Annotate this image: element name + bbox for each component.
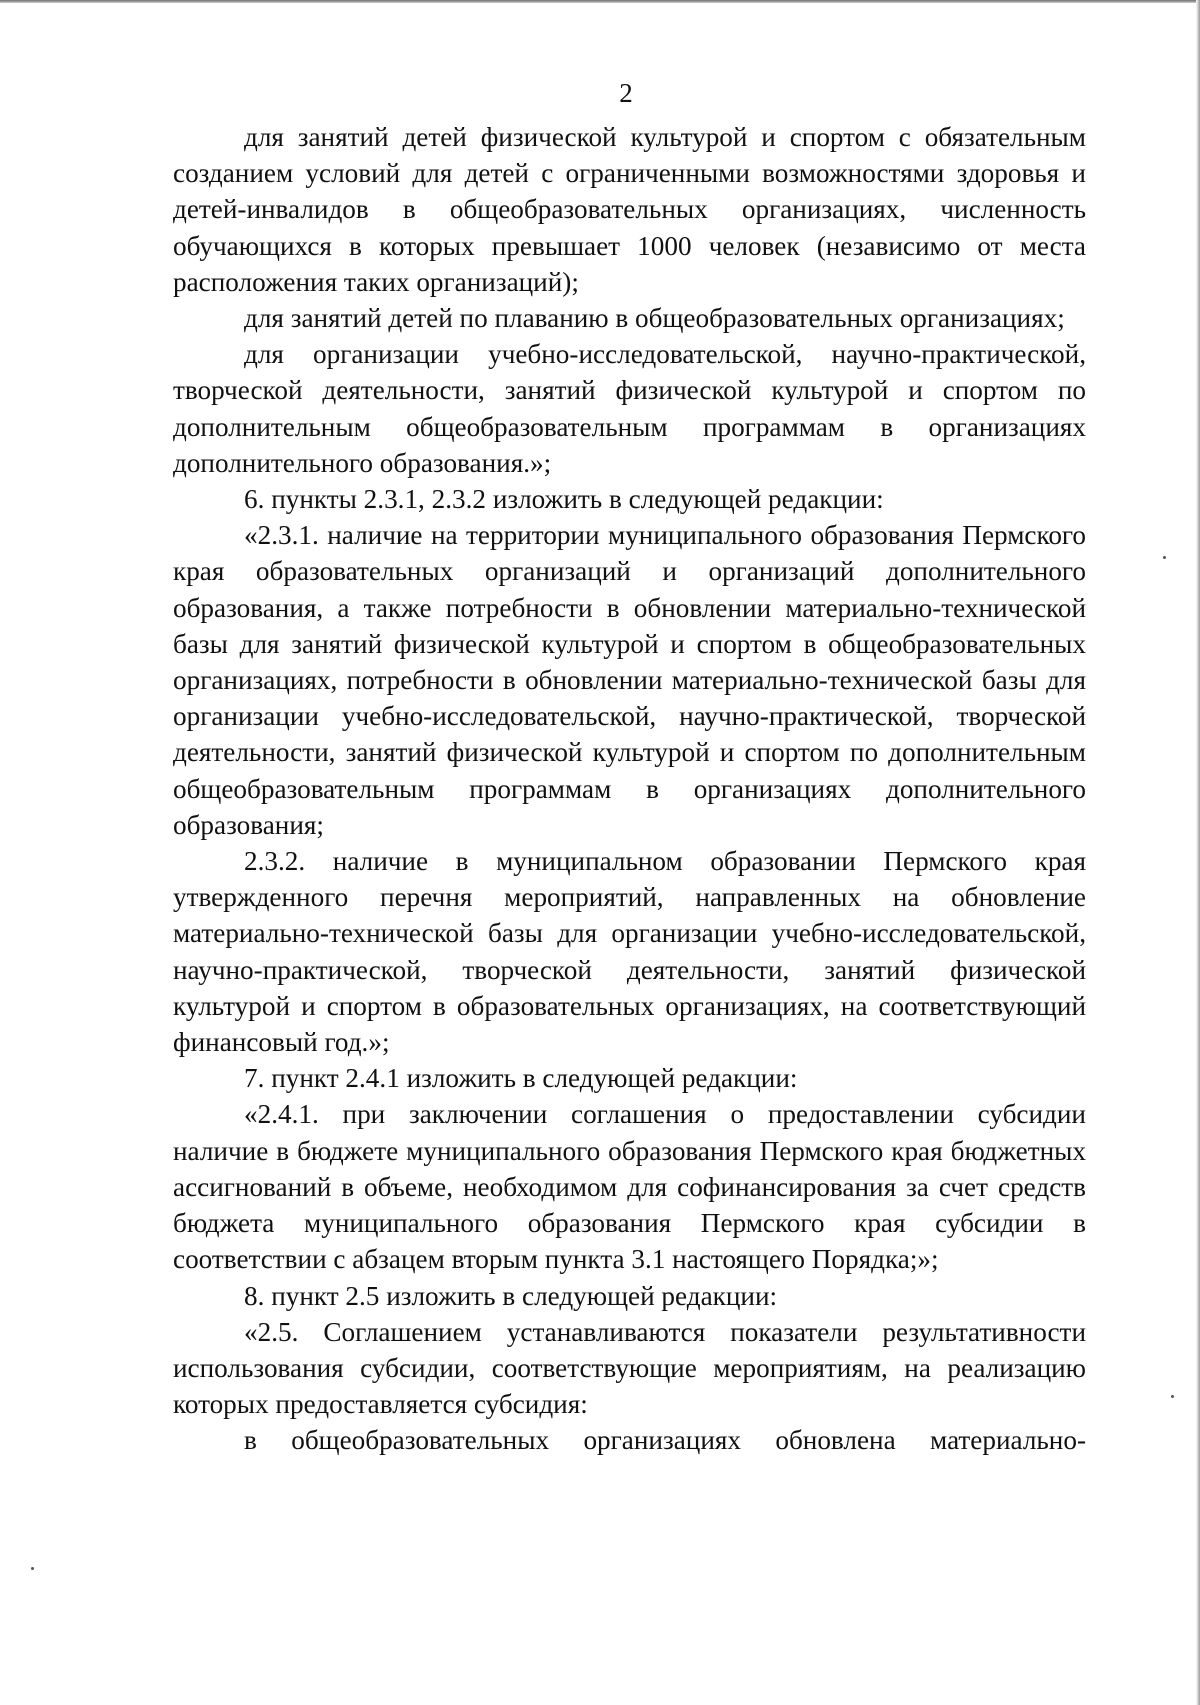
paragraph-sports-conditions: для занятий детей физической культурой и спортом с обязательным созданием условий для детей с ограниченными возможностями здоровья и детей-инвалидов в общеобразовательных организациях, численность обучающихся в которых превышает 1000 человек (независимо от места расположения таких организаций); <box>173 122 1086 297</box>
paragraph-item-7: 7. пункт 2.4.1 изложить в следующей редакции: <box>244 1063 798 1094</box>
scan-edge-top <box>0 0 1200 3</box>
document-body <box>173 119 1086 1459</box>
paragraph-additional-education: для организации учебно-исследовательской, научно-практической, творческой деятельности, занятий физической культурой и спортом по дополнительным общеобразовательным программам в организациях дополнительного образования.»; <box>173 339 1086 478</box>
paragraph-2-3-1: «2.3.1. наличие на территории муниципального образования Пермского края образовательных организаций и организаций дополнительного образования, а также потребности в обновлении материально-технической базы для занятий физической культурой и спортом в общеобразовательных организациях, потребности в обновлении материально-технической базы для организации учебно-исследовательской, научно-практической, творческой деятельности, занятий физической культурой и спортом по дополнительным общеобразовательным программам в организациях дополнительного образования; <box>173 520 1086 840</box>
paragraph-2-3-2: 2.3.2. наличие в муниципальном образовании Пермского края утвержденного перечня мероприятий, направленных на обновление материально-технической базы для организации учебно-исследовательской, научно-практической, творческой деятельности, занятий физической культурой и спортом в образовательных организациях, на соответствующий финансовый год.»; <box>173 846 1086 1058</box>
scan-speck <box>1163 556 1166 559</box>
paragraph-swimming: для занятий детей по плаванию в общеобразовательных организациях; <box>244 303 1065 334</box>
page-number: 2 <box>619 78 633 108</box>
scan-edge-right <box>1196 0 1200 1705</box>
paragraph-2-5: «2.5. Соглашением устанавливаются показатели результативности использования субсидии, соответствующие мероприятиям, на реализацию которых предоставляется субсидия: <box>173 1316 1086 1420</box>
paragraph-item-6: 6. пункты 2.3.1, 2.3.2 изложить в следующей редакции: <box>244 484 884 515</box>
paragraph-continued: в общеобразовательных организациях обновлена материально- <box>244 1425 1086 1456</box>
paragraph-2-4-1: «2.4.1. при заключении соглашения о предоставлении субсидии наличие в бюджете муниципального образования Пермского края бюджетных ассигнований в объеме, необходимом для софинансирования за счет средств бюджета муниципального образования Пермского края субсидии в соответствии с абзацем вторым пункта 3.1 настоящего Порядка;»; <box>173 1099 1086 1275</box>
scan-speck <box>1171 1395 1174 1398</box>
paragraph-item-8: 8. пункт 2.5 изложить в следующей редакции: <box>244 1280 778 1311</box>
scan-speck <box>31 1567 34 1570</box>
